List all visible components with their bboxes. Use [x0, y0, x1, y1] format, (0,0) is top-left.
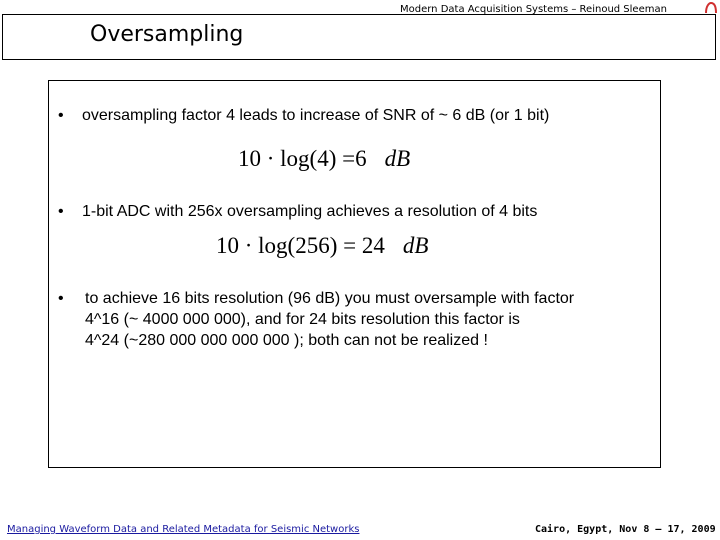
bullet-marker: • [58, 107, 64, 124]
bullet-line: 4^24 (~280 000 000 000 000 ); both can not be realized ! [85, 332, 488, 349]
content-frame [48, 80, 661, 468]
bullet-line: oversampling factor 4 leads to increase of SNR of ~ 6 dB (or 1 bit) [82, 107, 550, 124]
formula-expression: 10 · log(4) =6 [238, 146, 367, 171]
footer-location-date: Cairo, Egypt, Nov 8 – 17, 2009 [535, 524, 716, 535]
bullet-marker: • [58, 203, 64, 220]
bullet-marker: • [58, 290, 64, 307]
formula-expression: 10 · log(256) = 24 [216, 233, 385, 258]
bullet-line: 4^16 (~ 4000 000 000), and for 24 bits resolution this factor is [85, 311, 520, 328]
footer-workshop-link[interactable]: Managing Waveform Data and Related Metadata for Seismic Networks [7, 524, 360, 535]
formula-unit: dB [384, 146, 411, 171]
bullet-line: 1-bit ADC with 256x oversampling achieves a resolution of 4 bits [82, 203, 538, 220]
header-title: Modern Data Acquisition Systems – Reinoud Sleeman [400, 4, 667, 15]
bullet-line: to achieve 16 bits resolution (96 dB) you must oversample with factor [85, 290, 575, 307]
formula-1 [238, 146, 410, 172]
orca-logo-icon [704, 1, 718, 15]
formula-2 [216, 233, 428, 259]
slide-title: Oversampling [90, 22, 244, 47]
formula-unit: dB [402, 233, 429, 258]
